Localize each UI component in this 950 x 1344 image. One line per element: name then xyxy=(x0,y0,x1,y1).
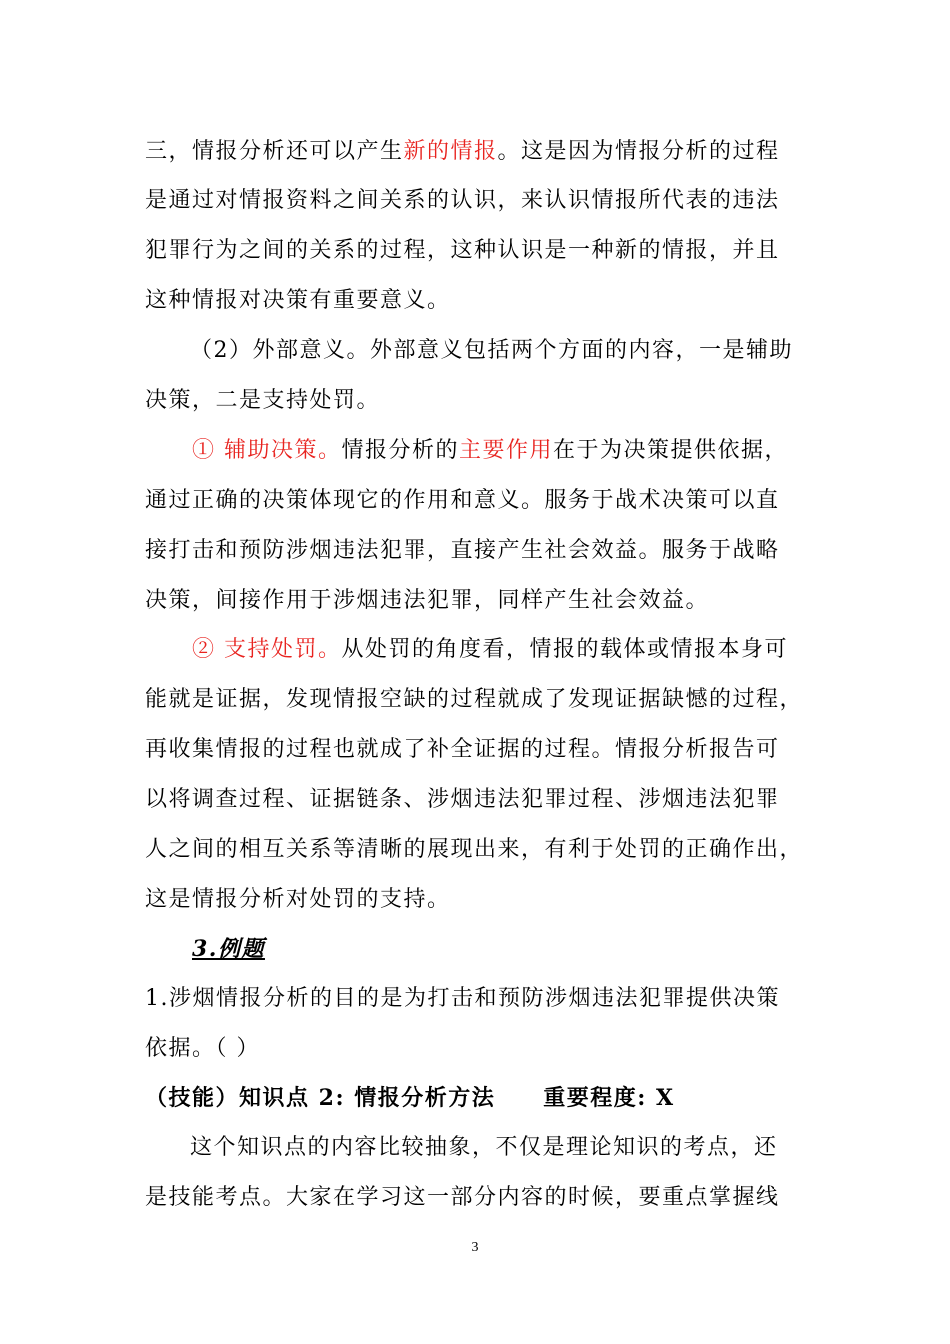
text-span: 在于为决策提供依据， xyxy=(553,438,789,463)
paragraph-line: 通过正确的决策体现它的作用和意义。服务于战术决策可以直 xyxy=(145,488,780,513)
text-span: 三，情报分析还可以产生 xyxy=(145,139,404,164)
text-span: 情报分析的 xyxy=(341,438,460,463)
knowledge-point-heading xyxy=(145,1083,675,1113)
paragraph-line: 这是情报分析对处罚的支持。 xyxy=(145,887,451,912)
paragraph-line: 决策，间接作用于涉烟违法犯罪，同样产生社会效益。 xyxy=(145,588,710,613)
subheading-assist-decision: ① 辅助决策。 xyxy=(192,438,342,463)
paragraph-line: 以将调查过程、证据链条、涉烟违法犯罪过程、涉烟违法犯罪 xyxy=(145,787,780,812)
importance-level: 重要程度: X xyxy=(543,1085,675,1111)
paragraph-line: 犯罪行为之间的关系的过程，这种认识是一种新的情报，并且 xyxy=(145,238,780,263)
question-line: 依据。（ ） xyxy=(145,1036,260,1061)
paragraph-line xyxy=(192,436,788,466)
paragraph-line: 接打击和预防涉烟违法犯罪，直接产生社会效益。服务于战略 xyxy=(145,538,780,563)
paragraph-line xyxy=(192,635,788,665)
paragraph-line xyxy=(145,137,780,167)
highlight-main-role: 主要作用 xyxy=(459,438,554,463)
paragraph-line: 能就是证据，发现情报空缺的过程就成了发现证据缺憾的过程， xyxy=(145,687,804,712)
paragraph-line: （2）外部意义。外部意义包括两个方面的内容，一是辅助 xyxy=(190,338,793,363)
paragraph-line: 是通过对情报资料之间关系的认识，来认识情报所代表的违法 xyxy=(145,188,780,213)
question-line: 1.涉烟情报分析的目的是为打击和预防涉烟违法犯罪提供决策 xyxy=(145,986,780,1011)
paragraph-line: 再收集情报的过程也就成了补全证据的过程。情报分析报告可 xyxy=(145,737,780,762)
paragraph-line: 人之间的相互关系等清晰的展现出来，有利于处罚的正确作出， xyxy=(145,837,804,862)
paragraph-line: 这种情报对决策有重要意义。 xyxy=(145,288,451,313)
subheading-support-penalty: ② 支持处罚。 xyxy=(192,637,342,662)
text-span: 。这是因为情报分析的过程 xyxy=(497,139,780,164)
paragraph-line: 是技能考点。大家在学习这一部分内容的时候，要重点掌握线 xyxy=(145,1185,780,1210)
knowledge-point-label: （技能）知识点 2: 情报分析方法 xyxy=(145,1085,496,1111)
page-number: 3 xyxy=(471,1240,479,1255)
paragraph-line: 这个知识点的内容比较抽象，不仅是理论知识的考点，还 xyxy=(190,1135,778,1160)
section-heading: 3.例题 xyxy=(192,936,265,962)
highlight-new-intelligence: 新的情报 xyxy=(403,139,498,164)
paragraph-line: 决策，二是支持处罚。 xyxy=(145,388,381,413)
text-span: 从处罚的角度看，情报的载体或情报本身可 xyxy=(341,637,789,662)
